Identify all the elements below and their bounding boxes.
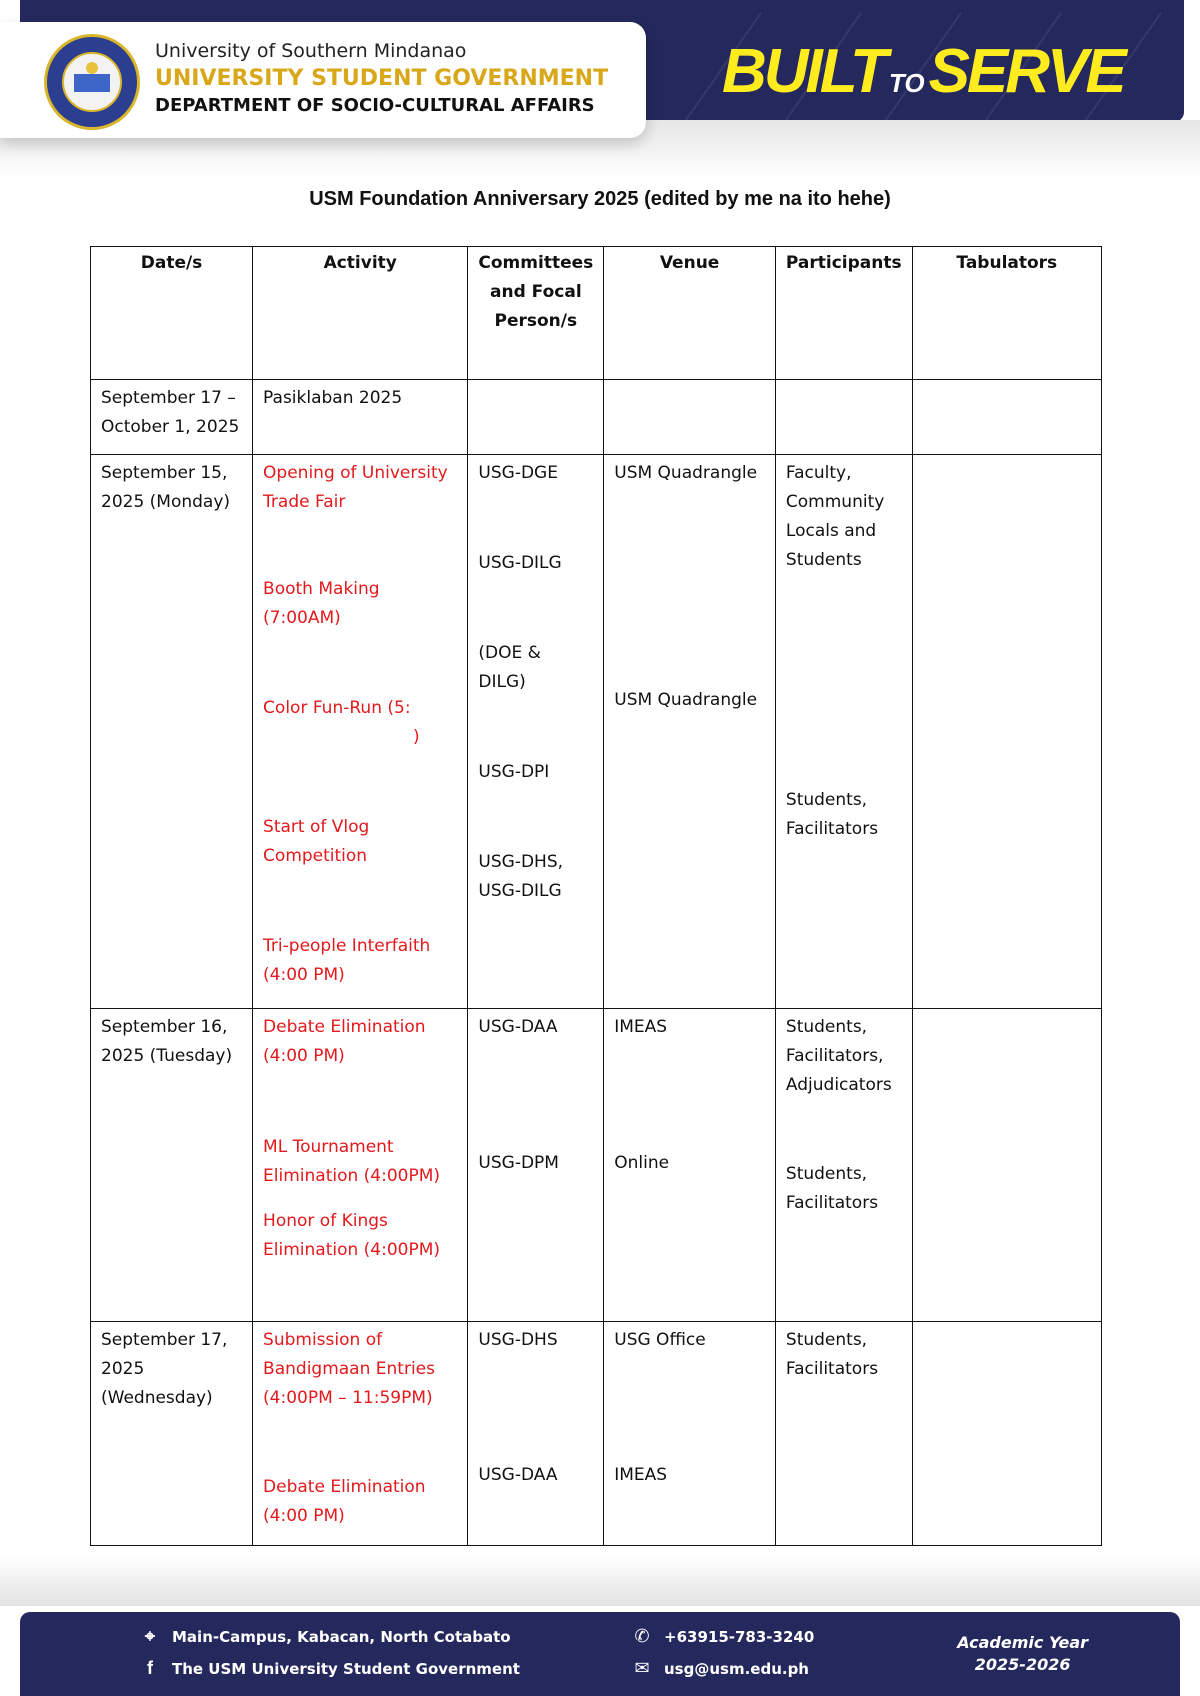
committee-item: USG-DHS, USG-DILG: [478, 852, 564, 901]
venue-item: IMEAS: [614, 1465, 668, 1485]
slogan-built: BUILT: [722, 37, 885, 106]
footer-shadow: [0, 1556, 1200, 1606]
activity-item: Opening of University Trade Fair: [263, 463, 448, 512]
activity-item: Submission of Bandigmaan Entries (4:00PM – 11:59PM): [263, 1330, 435, 1408]
participant-item: Students, Facilitators: [785, 1330, 879, 1379]
cell-activity: [253, 1322, 468, 1546]
table-row: [91, 1009, 1102, 1322]
slogan-logo: [722, 36, 1124, 106]
activity-item-text: Color Fun-Run (5:: [263, 698, 411, 718]
slogan-serve: SERVE: [928, 37, 1124, 106]
table-row: [91, 380, 1102, 455]
academic-year-value: 2025-2026: [974, 1655, 1071, 1674]
cell-participants: [775, 380, 912, 455]
committee-item: USG-DPM: [478, 1153, 559, 1173]
table-row: [91, 455, 1102, 1009]
cell-date: September 15, 2025 (Monday): [91, 455, 253, 1009]
cell-participants: [775, 1009, 912, 1322]
academic-year-label: Academic Year: [957, 1633, 1088, 1652]
cell-tabulators: [912, 1322, 1101, 1546]
committee-item: USG-DPI: [478, 762, 550, 782]
committee-item: USG-DGE: [478, 463, 558, 483]
cell-venue: [604, 1009, 776, 1322]
activity-item: ML Tournament Elimination (4:00PM): [263, 1137, 441, 1186]
venue-item: USG Office: [614, 1330, 706, 1350]
footer-address: [140, 1626, 511, 1647]
venue-item: USM Quadrangle: [614, 690, 758, 710]
academic-year: [957, 1632, 1088, 1676]
col-header-tabulators: Tabulators: [912, 247, 1101, 380]
org-name: UNIVERSITY STUDENT GOVERNMENT: [155, 66, 609, 91]
cell-participants: [775, 455, 912, 1009]
col-header-committees: Committees and Focal Person/s: [468, 247, 604, 380]
cell-activity: [253, 455, 468, 1009]
cell-venue: [604, 1322, 776, 1546]
venue-item: IMEAS: [614, 1017, 668, 1037]
activity-item: Tri-people Interfaith (4:00 PM): [263, 936, 431, 985]
committee-item: USG-DAA: [478, 1017, 558, 1037]
participant-item: Students, Facilitators: [785, 790, 879, 839]
activity-item: [263, 694, 457, 752]
footer-banner: [20, 1612, 1180, 1696]
cell-date: September 17, 2025 (Wednesday): [91, 1322, 253, 1546]
activity-item: Honor of Kings Elimination (4:00PM): [263, 1211, 441, 1260]
venue-item: Online: [614, 1153, 670, 1173]
cell-venue: [604, 455, 776, 1009]
venue-item: USM Quadrangle: [614, 463, 758, 483]
cell-committees: [468, 380, 604, 455]
phone-icon: ✆: [634, 1626, 650, 1647]
department-name: DEPARTMENT OF SOCIO-CULTURAL AFFAIRS: [155, 95, 595, 116]
email-text: usg@usm.edu.ph: [664, 1659, 809, 1678]
committee-item: USG-DAA: [478, 1465, 558, 1485]
table-row: [91, 1322, 1102, 1546]
participant-item: Students, Facilitators: [785, 1164, 879, 1213]
cell-activity: Pasiklaban 2025: [253, 380, 468, 455]
committee-item: (DOE & DILG): [478, 643, 541, 692]
cell-venue: [604, 380, 776, 455]
footer-email[interactable]: [632, 1658, 809, 1679]
col-header-venue: Venue: [604, 247, 776, 380]
document-title: USM Foundation Anniversary 2025 (edited by me na ito hehe): [309, 188, 891, 210]
university-name: University of Southern Mindanao: [155, 40, 467, 62]
cell-committees: [468, 455, 604, 1009]
cell-date: September 17 – October 1, 2025: [91, 380, 253, 455]
facebook-icon: f: [147, 1658, 153, 1678]
cell-tabulators: [912, 1009, 1101, 1322]
committee-item: USG-DHS: [478, 1330, 558, 1350]
footer-phone[interactable]: [632, 1626, 814, 1647]
facebook-text: The USM University Student Government: [172, 1659, 520, 1678]
cell-tabulators: [912, 455, 1101, 1009]
mail-icon: ✉: [634, 1658, 650, 1679]
col-header-date: Date/s: [91, 247, 253, 380]
col-header-activity: Activity: [253, 247, 468, 380]
cell-committees: [468, 1009, 604, 1322]
location-pin-icon: ⌖: [144, 1626, 156, 1647]
cell-activity: [253, 1009, 468, 1322]
slogan-to: TO: [888, 68, 925, 98]
activity-item: Start of Vlog Competition: [263, 817, 370, 866]
activity-item-text: ): [413, 727, 420, 747]
phone-text: +63915-783-3240: [664, 1627, 815, 1646]
cell-tabulators: [912, 380, 1101, 455]
activity-item: Debate Elimination (4:00 PM): [263, 1017, 426, 1066]
cell-committees: [468, 1322, 604, 1546]
schedule-table: [90, 246, 1102, 1546]
activity-item: Booth Making (7:00AM): [263, 579, 380, 628]
participant-item: Students, Facilitators, Adjudicators: [785, 1017, 892, 1095]
participant-item: Faculty, Community Locals and Students: [785, 463, 885, 570]
usg-seal-logo: [44, 34, 140, 130]
footer-facebook[interactable]: [140, 1658, 520, 1679]
committee-item: USG-DILG: [478, 553, 562, 573]
activity-item: Debate Elimination (4:00 PM): [263, 1477, 426, 1526]
cell-date: September 16, 2025 (Tuesday): [91, 1009, 253, 1322]
cell-participants: [775, 1322, 912, 1546]
table-header-row: [91, 247, 1102, 380]
col-header-participants: Participants: [775, 247, 912, 380]
address-text: Main-Campus, Kabacan, North Cotabato: [172, 1627, 511, 1646]
